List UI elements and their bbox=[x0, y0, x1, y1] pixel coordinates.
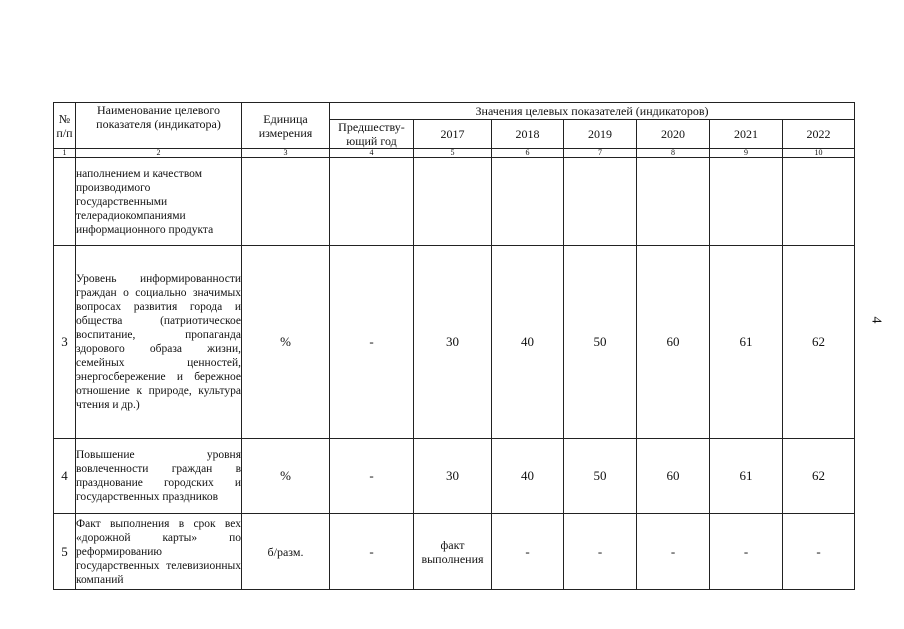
value-cell: 60 bbox=[637, 246, 710, 439]
unit-cell: % bbox=[242, 246, 330, 439]
header-values-group: Значения целевых показателей (индикаторов) bbox=[330, 103, 855, 120]
header-row-1 bbox=[54, 103, 855, 120]
indicator-name: Уровень информированности граждан о социально значимых вопросах развития города и общества (патриотическое воспитание, пропаганда здорового образа жизни, семейных ценностей, энергосбережение и бережное отношение к природе, культура чтения и др.) bbox=[76, 246, 242, 439]
column-number-row bbox=[54, 149, 855, 158]
value-cell: - bbox=[330, 514, 414, 590]
row-number: 3 bbox=[54, 246, 76, 439]
value-cell: - bbox=[783, 514, 855, 590]
header-year: 2018 bbox=[492, 120, 564, 149]
value-cell bbox=[492, 158, 564, 246]
row-number: 5 bbox=[54, 514, 76, 590]
header-prev-year: Предшеству- ющий год bbox=[330, 120, 414, 149]
value-cell: - bbox=[330, 439, 414, 514]
indicator-name: Факт выполнения в срок вех «дорожной карты» по реформированию государственных телевизионных компаний bbox=[76, 514, 242, 590]
column-number: 8 bbox=[637, 149, 710, 158]
row-number: 4 bbox=[54, 439, 76, 514]
header-year: 2017 bbox=[414, 120, 492, 149]
row-number bbox=[54, 158, 76, 246]
column-number: 7 bbox=[564, 149, 637, 158]
table-row bbox=[54, 158, 855, 246]
indicator-name: наполнением и качеством производимого государственными телерадиокомпаниями информационного продукта bbox=[76, 158, 242, 246]
value-cell: 30 bbox=[414, 246, 492, 439]
value-cell: 30 bbox=[414, 439, 492, 514]
value-cell bbox=[330, 158, 414, 246]
value-cell: 60 bbox=[637, 439, 710, 514]
column-number: 10 bbox=[783, 149, 855, 158]
column-number: 3 bbox=[242, 149, 330, 158]
header-year: 2021 bbox=[710, 120, 783, 149]
value-cell bbox=[564, 158, 637, 246]
header-year: 2020 bbox=[637, 120, 710, 149]
value-cell: - bbox=[330, 246, 414, 439]
value-cell bbox=[783, 158, 855, 246]
indicator-name: Повышение уровня вовлеченности граждан в празднование городских и государственных праздников bbox=[76, 439, 242, 514]
unit-cell bbox=[242, 158, 330, 246]
value-cell: - bbox=[564, 514, 637, 590]
header-num: № п/п bbox=[54, 103, 76, 149]
table-row bbox=[54, 514, 855, 590]
value-cell: 50 bbox=[564, 246, 637, 439]
header-name: Наименование целевого показателя (индикатора) bbox=[76, 103, 242, 149]
value-cell bbox=[710, 158, 783, 246]
value-cell: - bbox=[710, 514, 783, 590]
value-cell: 50 bbox=[564, 439, 637, 514]
table-row bbox=[54, 439, 855, 514]
value-cell: - bbox=[492, 514, 564, 590]
value-cell: факт выполнения bbox=[414, 514, 492, 590]
header-unit: Единица измерения bbox=[242, 103, 330, 149]
unit-cell: б/разм. bbox=[242, 514, 330, 590]
column-number: 9 bbox=[710, 149, 783, 158]
value-cell: 40 bbox=[492, 439, 564, 514]
page-number: 4 bbox=[868, 316, 884, 324]
column-number: 1 bbox=[54, 149, 76, 158]
header-year: 2019 bbox=[564, 120, 637, 149]
column-number: 2 bbox=[76, 149, 242, 158]
column-number: 6 bbox=[492, 149, 564, 158]
value-cell bbox=[414, 158, 492, 246]
value-cell: 62 bbox=[783, 439, 855, 514]
value-cell: 61 bbox=[710, 439, 783, 514]
value-cell: - bbox=[637, 514, 710, 590]
header-year: 2022 bbox=[783, 120, 855, 149]
column-number: 4 bbox=[330, 149, 414, 158]
unit-cell: % bbox=[242, 439, 330, 514]
value-cell: 62 bbox=[783, 246, 855, 439]
column-number: 5 bbox=[414, 149, 492, 158]
value-cell: 40 bbox=[492, 246, 564, 439]
table-row bbox=[54, 246, 855, 439]
value-cell: 61 bbox=[710, 246, 783, 439]
indicators-table bbox=[53, 102, 855, 590]
value-cell bbox=[637, 158, 710, 246]
